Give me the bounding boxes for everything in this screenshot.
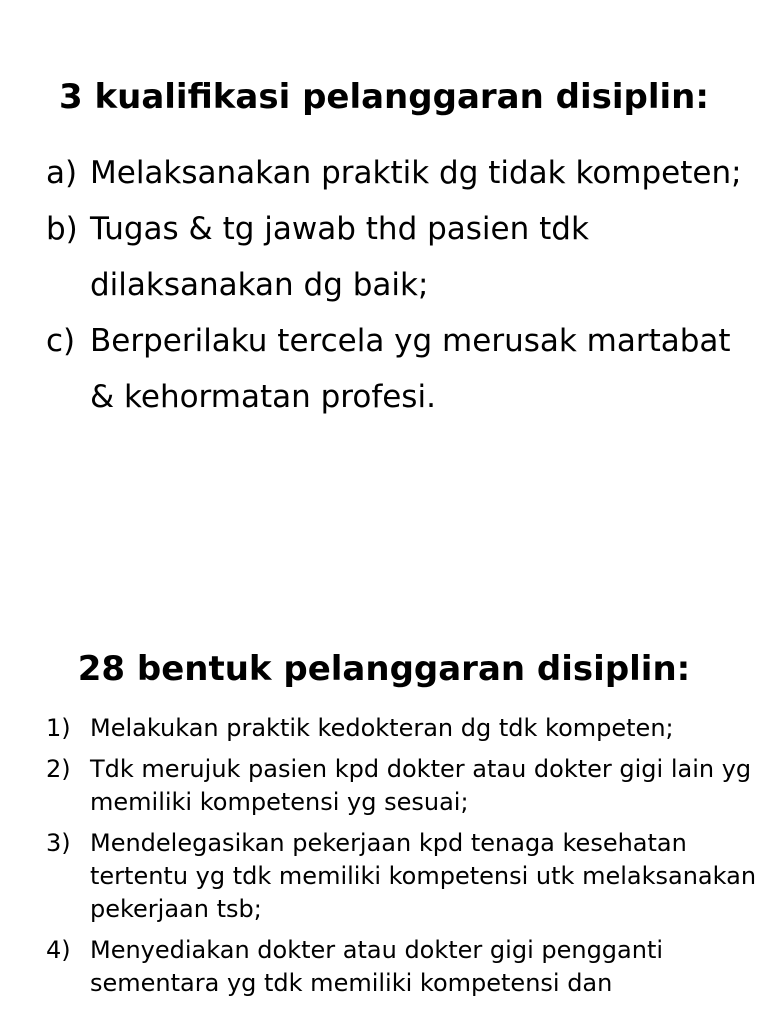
- list-item-text: Menyediakan dokter atau dokter gigi pengganti sementara yg tdk memiliki kompetensi dan: [90, 936, 664, 997]
- list-item-text: Melaksanakan praktik dg tidak kompeten;: [90, 155, 742, 191]
- list-item: [46, 201, 756, 313]
- list-item: [46, 145, 756, 201]
- list-marker: a): [46, 155, 78, 191]
- list-marker: b): [46, 211, 78, 247]
- slide-title: 28 bentuk pelanggaran disiplin:: [77, 648, 691, 689]
- list-marker: c): [46, 323, 76, 359]
- list-item: [46, 827, 762, 926]
- list-item: [46, 313, 756, 425]
- list-item-text: Melakukan praktik kedokteran dg tdk kompeten;: [90, 714, 674, 742]
- list-item-text: Mendelegasikan pekerjaan kpd tenaga kesehatan tertentu yg tdk memiliki kompetensi utk melaksanakan pekerjaan tsb;: [90, 829, 757, 923]
- slide-title: 3 kualifikasi pelanggaran disiplin:: [59, 76, 709, 117]
- list-marker: 1): [46, 714, 71, 742]
- violation-list: [46, 712, 762, 1008]
- qualification-list: [46, 145, 756, 425]
- list-item-text: Tugas & tg jawab thd pasien tdk dilaksanakan dg baik;: [90, 211, 589, 303]
- list-item: [46, 934, 762, 1000]
- list-item: [46, 712, 762, 745]
- list-item: [46, 753, 762, 819]
- list-item-text: Berperilaku tercela yg merusak martabat & kehormatan profesi.: [90, 323, 731, 415]
- list-item-text: Tdk merujuk pasien kpd dokter atau dokter gigi lain yg memiliki kompetensi yg sesuai;: [90, 755, 752, 816]
- list-marker: 4): [46, 936, 71, 964]
- list-marker: 2): [46, 755, 71, 783]
- slide-violation-forms: [0, 600, 768, 1024]
- list-marker: 3): [46, 829, 71, 857]
